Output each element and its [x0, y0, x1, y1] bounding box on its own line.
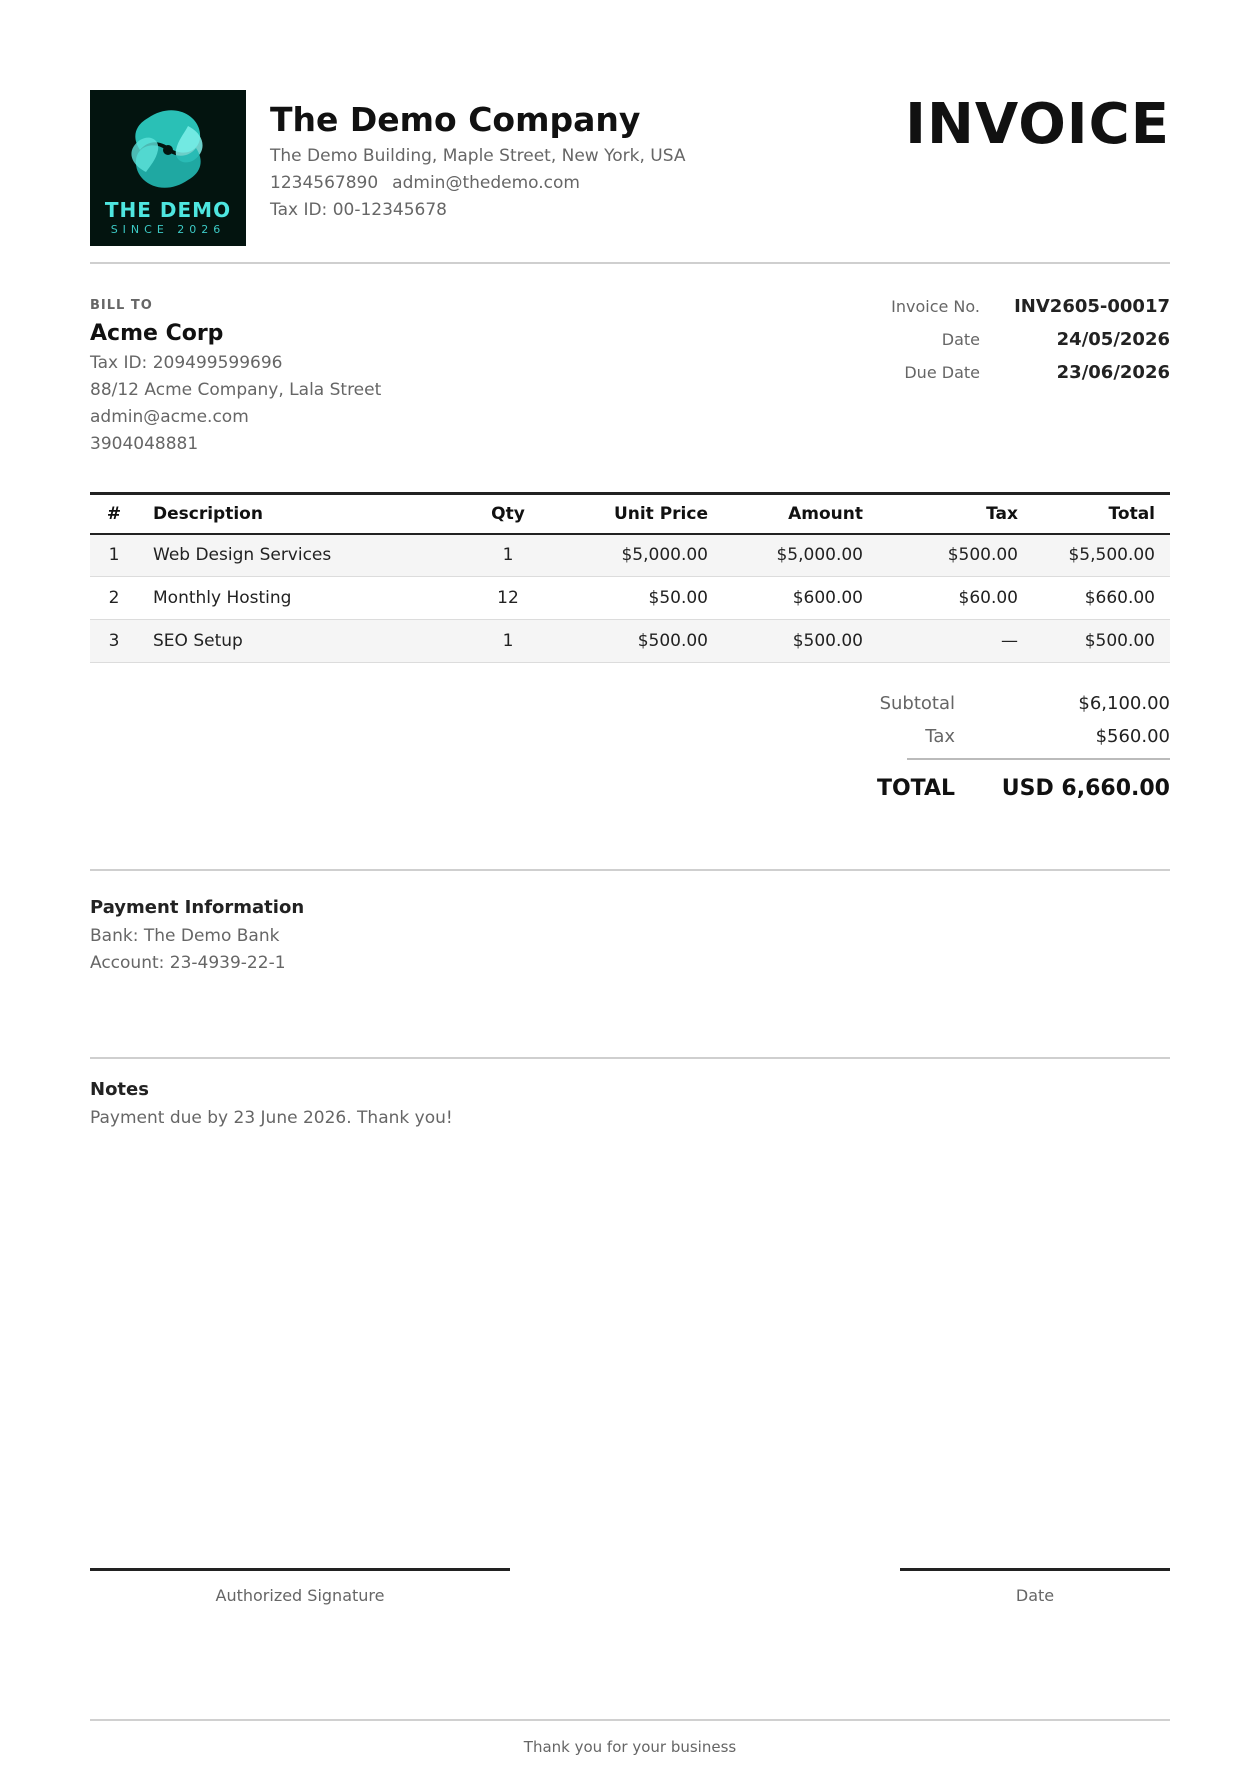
row-tax: $500.00 [863, 534, 1018, 577]
company-phone: 1234567890 [270, 173, 379, 193]
date-line [900, 1568, 1170, 1571]
bill-to [90, 298, 381, 454]
col-total: Total [1018, 494, 1170, 534]
payment-account: Account: 23-4939-22-1 [90, 953, 286, 973]
row-unit-price: $500.00 [553, 620, 708, 663]
invoice-date-row [860, 329, 1170, 362]
grand-total-label: TOTAL [876, 776, 955, 801]
authorized-signature-label: Authorized Signature [215, 1586, 385, 1605]
row-amount: $500.00 [708, 620, 863, 663]
tax-total-label: Tax [925, 726, 955, 747]
authorized-signature-block [90, 1568, 510, 1605]
tax-total-row [755, 726, 1170, 747]
row-number: 3 [90, 620, 138, 663]
billing-section [90, 264, 1170, 492]
table-row [90, 620, 1170, 663]
row-unit-price: $5,000.00 [553, 534, 708, 577]
row-qty: 1 [463, 534, 553, 577]
line-items-table [90, 492, 1170, 663]
tax-total-value: $560.00 [1095, 726, 1170, 747]
row-qty: 1 [463, 620, 553, 663]
company-contact [270, 174, 685, 193]
col-number: # [90, 494, 138, 534]
invoice-page [90, 90, 1170, 1127]
table-row [90, 577, 1170, 620]
payment-bank: Bank: The Demo Bank [90, 926, 280, 946]
invoice-number-row [860, 296, 1170, 329]
signature-date-block [900, 1568, 1170, 1605]
grand-total-value: USD 6,660.00 [1001, 776, 1170, 801]
subtotal-label: Subtotal [879, 693, 955, 714]
row-description: SEO Setup [138, 620, 463, 663]
col-unit-price: Unit Price [553, 494, 708, 534]
invoice-date-label: Date [941, 330, 980, 349]
client-address: 88/12 Acme Company, Lala Street [90, 380, 382, 400]
row-number: 1 [90, 534, 138, 577]
invoice-meta [860, 296, 1170, 395]
col-tax: Tax [863, 494, 1018, 534]
client-email[interactable]: admin@acme.com [90, 407, 249, 427]
col-amount: Amount [708, 494, 863, 534]
notes-title: Notes [90, 1079, 149, 1100]
row-total: $500.00 [1018, 620, 1170, 663]
payment-section [90, 871, 1170, 1057]
company-address: The Demo Building, Maple Street, New York, USA [270, 146, 686, 166]
due-date: 23/06/2026 [1056, 362, 1170, 383]
logo-since: SINCE 2026 [110, 223, 226, 236]
row-total: $5,500.00 [1018, 534, 1170, 577]
company-email[interactable]: admin@thedemo.com [392, 173, 580, 193]
row-unit-price: $50.00 [553, 577, 708, 620]
due-date-label: Due Date [904, 363, 980, 382]
table-header-row [90, 494, 1170, 534]
grand-total-row [755, 776, 1170, 801]
invoice-header [90, 90, 1170, 262]
row-tax: — [863, 620, 1018, 663]
col-description: Description [138, 494, 463, 534]
row-description: Web Design Services [138, 534, 463, 577]
payment-title: Payment Information [90, 897, 305, 918]
company-tax-id: Tax ID: 00-12345678 [270, 200, 447, 220]
row-qty: 12 [463, 577, 553, 620]
subtotal-value: $6,100.00 [1078, 693, 1170, 714]
document-title: INVOICE [905, 92, 1170, 157]
bill-to-label: BILL TO [90, 298, 153, 313]
client-name: Acme Corp [90, 321, 224, 346]
company-logo [90, 90, 246, 246]
due-date-row [860, 362, 1170, 395]
row-description: Monthly Hosting [138, 577, 463, 620]
row-amount: $5,000.00 [708, 534, 863, 577]
totals-section [90, 663, 1170, 869]
logo-wordmark: THE DEMO [104, 198, 232, 222]
notes-section [90, 1059, 1170, 1127]
col-qty: Qty [463, 494, 553, 534]
signature-line [90, 1568, 510, 1571]
footer-divider [90, 1719, 1170, 1721]
totals-divider [907, 758, 1170, 760]
invoice-number: INV2605-00017 [1014, 296, 1170, 317]
notes-text: Payment due by 23 June 2026. Thank you! [90, 1108, 453, 1128]
company-info [270, 100, 685, 220]
invoice-date: 24/05/2026 [1056, 329, 1170, 350]
row-total: $660.00 [1018, 577, 1170, 620]
invoice-number-label: Invoice No. [891, 297, 980, 316]
signature-date-label: Date [1015, 1586, 1055, 1605]
row-number: 2 [90, 577, 138, 620]
row-tax: $60.00 [863, 577, 1018, 620]
row-amount: $600.00 [708, 577, 863, 620]
footer-text: Thank you for your business [523, 1738, 737, 1756]
table-row [90, 534, 1170, 577]
client-tax-id: Tax ID: 209499599696 [90, 353, 283, 373]
subtotal-row [755, 693, 1170, 714]
client-phone: 3904048881 [90, 434, 199, 454]
company-name: The Demo Company [270, 100, 641, 139]
